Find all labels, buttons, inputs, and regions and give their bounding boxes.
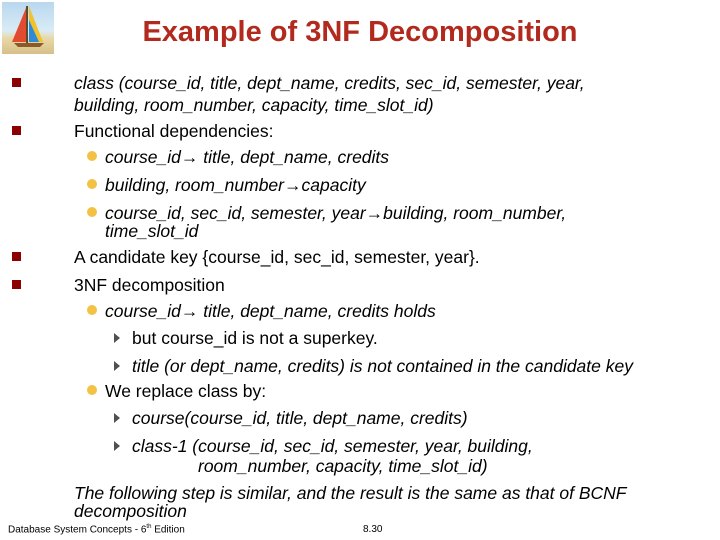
- text-line: course_id→ title, dept_name, credits holds: [105, 301, 436, 321]
- text-line: but course_id is not a superkey.: [132, 328, 378, 348]
- bullet-arrow: [114, 413, 120, 423]
- text-line: course(course_id, title, dept_name, credits): [132, 408, 468, 428]
- text-line: We replace class by:: [105, 381, 267, 401]
- bullet-circle: [87, 305, 97, 315]
- bullet-square: [12, 280, 21, 289]
- footer-page-number: 8.30: [363, 524, 383, 535]
- footer-edition: [8, 524, 185, 535]
- text-line: title (or dept_name, credits) is not contained in the candidate key: [132, 356, 633, 376]
- text-line: decomposition: [74, 501, 187, 521]
- bullet-circle: [87, 385, 97, 395]
- text-line: course_id→ title, dept_name, credits: [105, 147, 390, 167]
- text-line: room_number, capacity, time_slot_id): [198, 456, 488, 476]
- text-line: 3NF decomposition: [74, 275, 225, 295]
- text-line: course_id, sec_id, semester, year→building, room_number,: [105, 203, 567, 223]
- footer-suffix: Edition: [151, 524, 185, 536]
- bullet-arrow: [114, 333, 120, 343]
- text-line: The following step is similar, and the result is the same as that of BCNF: [74, 483, 627, 503]
- bullet-circle: [87, 207, 97, 217]
- slide-title: Example of 3NF Decomposition: [142, 16, 578, 48]
- text-line: building, room_number→capacity: [105, 175, 366, 195]
- text-line: Functional dependencies:: [74, 121, 274, 141]
- footer-sup: th: [146, 524, 152, 530]
- footer-text: Database System Concepts - 6: [8, 524, 147, 536]
- bullet-arrow: [114, 361, 120, 371]
- text-line: class-1 (course_id, sec_id, semester, year, building,: [132, 436, 533, 456]
- bullet-circle: [87, 151, 97, 161]
- text-line: A candidate key {course_id, sec_id, semester, year}.: [74, 247, 480, 267]
- text-line: class (course_id, title, dept_name, credits, sec_id, semester, year,: [74, 73, 585, 93]
- bullet-square: [12, 252, 21, 261]
- bullet-circle: [87, 179, 97, 189]
- bullet-arrow: [114, 441, 120, 451]
- text-line: building, room_number, capacity, time_slot_id): [74, 95, 434, 115]
- bullet-square: [12, 126, 21, 135]
- bullet-square: [12, 78, 21, 87]
- text-line: time_slot_id: [105, 221, 199, 241]
